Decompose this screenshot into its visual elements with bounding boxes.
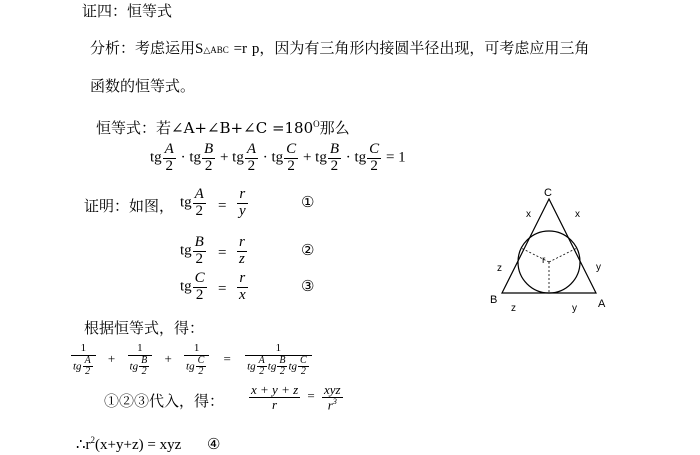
- area-subscript: △ABC: [203, 45, 229, 55]
- frac-den: r: [272, 396, 278, 412]
- radius-to-right: [549, 248, 577, 262]
- vertex-a-label: A: [598, 298, 606, 310]
- frac-num: A: [84, 354, 91, 366]
- frac-num: C: [286, 141, 297, 157]
- frac-num: B: [204, 141, 214, 157]
- section-title: 证四：恒等式: [82, 2, 173, 20]
- frac-num: 1: [245, 343, 312, 356]
- therefore-r: ∴r: [76, 437, 91, 453]
- proof-eq-3-equals: =: [218, 281, 227, 297]
- frac-num: 1: [71, 343, 96, 356]
- vertex-c-label: C: [544, 187, 552, 199]
- frac-num: xyz: [324, 382, 341, 397]
- substitution-equation: [248, 383, 344, 412]
- circled-mark-1: ①: [301, 193, 315, 211]
- tg-label: tg: [288, 360, 298, 373]
- identity-condition: 恒等式：若∠A+∠B+∠C =180: [96, 119, 314, 137]
- frac-num: B: [329, 141, 339, 157]
- plus-op: +: [219, 149, 229, 166]
- frac-den: 2: [85, 366, 91, 378]
- dot-op: ·: [180, 149, 186, 166]
- proof-eq-2: [180, 235, 207, 268]
- proof-eq-1-equals: =: [218, 198, 227, 214]
- frac-den: 2: [165, 157, 173, 174]
- frac-den: z: [239, 250, 245, 267]
- frac-num: B: [141, 354, 148, 366]
- analysis-line-2: 函数的恒等式。: [90, 77, 196, 95]
- frac-num: A: [246, 141, 256, 157]
- proof-eq-2-equals: =: [218, 245, 227, 261]
- tg-label: tg: [180, 242, 192, 259]
- final-rest: (x+y+z) = xyz: [95, 437, 182, 453]
- triangle-incircle-figure: [480, 185, 620, 320]
- segment-y-base: y: [572, 303, 577, 314]
- final-equation: [76, 430, 220, 455]
- frac-den: 2: [330, 157, 339, 174]
- analysis-prefix: 分析：考虑运用: [90, 39, 196, 57]
- circled-mark-2: ②: [301, 241, 315, 259]
- tg-label: tg: [180, 194, 192, 211]
- frac-den: 2: [204, 157, 213, 174]
- equals-one: = 1: [385, 149, 406, 166]
- proof-eq-1-rhs: [236, 187, 249, 220]
- analysis-line-1: [90, 38, 589, 60]
- frac-den: 2: [287, 157, 295, 174]
- tg-label: tg: [180, 278, 192, 295]
- circled-mark-4: ④: [206, 437, 221, 453]
- segment-z-left: z: [497, 263, 502, 274]
- frac-num: 1: [128, 343, 153, 356]
- semiperimeter: p: [251, 41, 260, 57]
- dot-op: ·: [262, 149, 268, 166]
- frac-den: x: [239, 286, 246, 303]
- proof-eq-3: [180, 271, 208, 304]
- tg-label: tg: [150, 149, 162, 166]
- frac-num: 1: [184, 343, 209, 356]
- plus-op: +: [107, 351, 116, 367]
- tg-label: tg: [129, 360, 139, 373]
- identity-intro: [96, 114, 350, 138]
- equals-op: =: [307, 388, 315, 404]
- tg-label: tg: [271, 149, 284, 166]
- dot-op: ·: [345, 149, 351, 166]
- tg-label: tg: [232, 149, 244, 166]
- frac-num: B: [279, 354, 286, 366]
- frac-den: 2: [247, 157, 256, 174]
- area-symbol: S: [195, 41, 204, 57]
- frac-num: r: [237, 187, 248, 204]
- segment-y-right: y: [596, 262, 601, 273]
- area-equals: =r: [233, 41, 248, 57]
- tg-label: tg: [73, 360, 82, 373]
- analysis-suffix: ，因为有三角形内接圆半径出现，可考虑应用三角: [259, 39, 590, 57]
- tg-label: tg: [354, 149, 367, 166]
- radius-label: r: [542, 255, 546, 266]
- frac-den: 2: [259, 366, 265, 378]
- frac-num: x + y + z: [251, 382, 299, 398]
- frac-num: r: [237, 271, 248, 288]
- reciprocal-sum-equation: [70, 343, 313, 378]
- frac-num: r: [239, 234, 245, 250]
- vertex-b-label: B: [490, 294, 498, 306]
- frac-num: C: [194, 270, 205, 286]
- proof-eq-3-rhs: [236, 271, 249, 304]
- frac-den: 2: [370, 157, 378, 174]
- substitution-text: ①②③代入，得：: [104, 392, 225, 410]
- exponent: 3: [332, 396, 337, 406]
- tg-label: tg: [186, 360, 195, 373]
- tg-label: tg: [267, 360, 277, 373]
- frac-num: C: [197, 354, 205, 366]
- identity-then: 那么: [319, 119, 350, 137]
- proof-label: 证明：如图，: [84, 197, 175, 215]
- frac-den: r: [327, 396, 333, 412]
- circled-mark-3: ③: [301, 277, 315, 295]
- proof-eq-1: [180, 187, 207, 220]
- frac-den: 2: [141, 366, 147, 378]
- degree-sign: O: [313, 119, 320, 129]
- equals-op: =: [223, 351, 231, 367]
- plus-op: +: [302, 149, 312, 166]
- frac-den: 2: [300, 366, 306, 378]
- frac-num: A: [164, 141, 174, 157]
- frac-den: 2: [195, 250, 203, 267]
- segment-x-left: x: [526, 209, 531, 220]
- frac-den: y: [239, 202, 246, 219]
- frac-num: C: [369, 141, 380, 157]
- frac-den: 2: [198, 366, 204, 378]
- frac-den: 2: [195, 202, 203, 219]
- frac-den: 2: [195, 286, 204, 303]
- tg-label: tg: [315, 149, 327, 166]
- frac-num: B: [194, 234, 204, 250]
- frac-num: A: [194, 186, 204, 202]
- exponent: 2: [90, 435, 96, 445]
- segment-x-right: x: [575, 209, 580, 220]
- tg-label: tg: [189, 149, 202, 166]
- by-identity-text: 根据恒等式，得：: [84, 319, 205, 337]
- plus-op: +: [164, 351, 172, 367]
- segment-z-base: z: [511, 303, 516, 314]
- frac-num: C: [300, 354, 307, 366]
- main-identity-equation: [150, 142, 406, 175]
- proof-eq-2-rhs: [236, 235, 248, 268]
- frac-num: A: [258, 354, 265, 366]
- tg-label: tg: [247, 360, 256, 373]
- frac-den: 2: [279, 366, 285, 378]
